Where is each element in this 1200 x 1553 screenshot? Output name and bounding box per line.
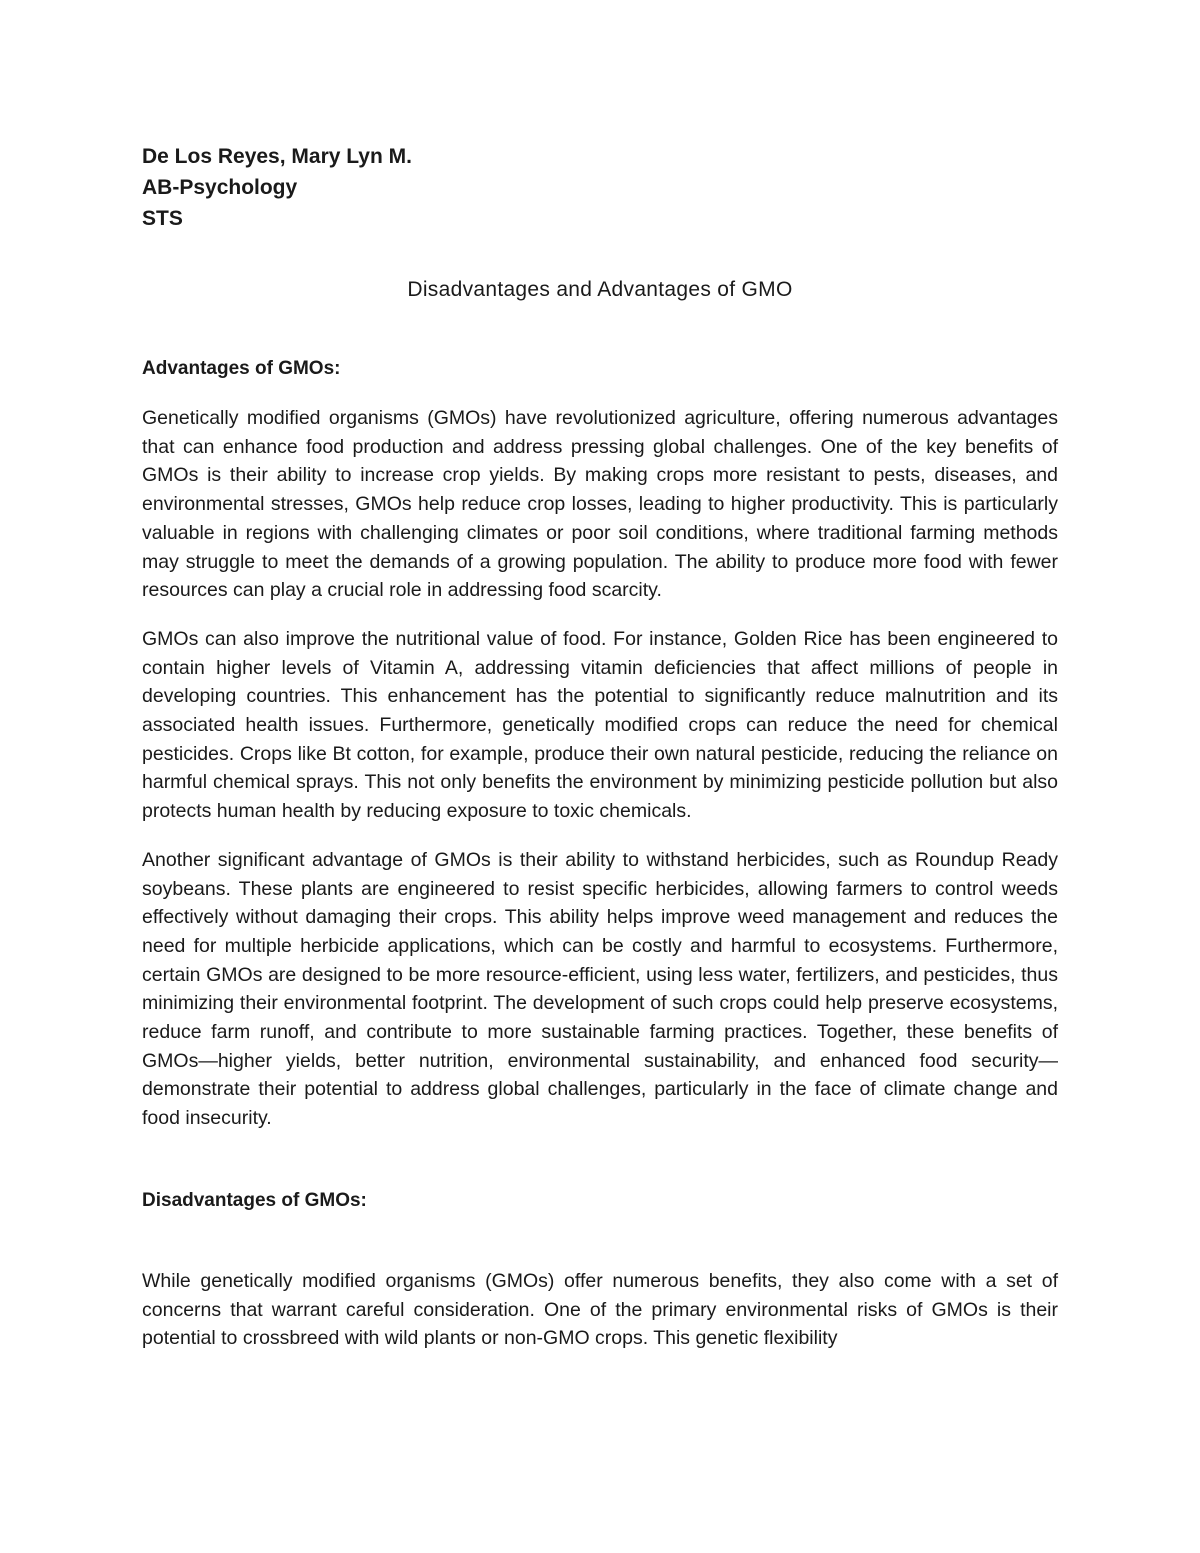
advantages-paragraph-2: GMOs can also improve the nutritional value of food. For instance, Golden Rice has been engineered to contain higher levels of Vitamin A, addressing vitamin deficiencies that affect millions of people in developing countries. This enhancement has the potential to significantly reduce malnutrition and its associated health issues. Furthermore, genetically modified crops can reduce the need for chemical pesticides. Crops like Bt cotton, for example, produce their own natural pesticide, reducing the reliance on harmful chemical sprays. This not only benefits the environment by minimizing pesticide pollution but also protects human health by reducing exposure to toxic chemicals.: [142, 627, 1058, 823]
author-name: De Los Reyes, Mary Lyn M.: [142, 145, 412, 168]
disadvantages-paragraph-1: While genetically modified organisms (GMOs) offer numerous benefits, they also come with a set of concerns that warrant careful consideration. One of the primary environmental risks of GMOs is their potential to crossbreed with wild plants or non-GMO crops. This genetic flexibility: [142, 1269, 1058, 1350]
document-title: Disadvantages and Advantages of GMO: [407, 278, 793, 301]
advantages-paragraph-1: Genetically modified organisms (GMOs) have revolutionized agriculture, offering numerous advantages that can enhance food production and address pressing global challenges. One of the key benefits of GMOs is their ability to increase crop yields. By making crops more resistant to pests, diseases, and environmental stresses, GMOs help reduce crop losses, leading to higher productivity. This is particularly valuable in regions with challenging climates or poor soil conditions, where traditional farming methods may struggle to meet the demands of a growing population. The ability to produce more food with fewer resources can play a crucial role in addressing food scarcity.: [142, 407, 1058, 602]
author-subject: STS: [142, 207, 183, 230]
document-body: [142, 141, 1058, 1353]
advantages-heading: Advantages of GMOs:: [142, 358, 341, 379]
disadvantages-heading: Disadvantages of GMOs:: [142, 1189, 367, 1211]
advantages-paragraph-3: Another significant advantage of GMOs is their ability to withstand herbicides, such as Roundup Ready soybeans. These plants are engineered to resist specific herbicides, allowing farmers to control weeds effectively without damaging their crops. This ability helps improve weed management and reduces the need for multiple herbicide applications, which can be costly and harmful to ecosystems. Furthermore, certain GMOs are designed to be more resource-efficient, using less water, fertilizers, and pesticides, thus minimizing their environmental footprint. The development of such crops could help preserve ecosystems, reduce farm runoff, and contribute to more sustainable farming practices. Together, these benefits of GMOs—higher yields, better nutrition, environmental sustainability, and enhanced food security—demonstrate their potential to address global challenges, particularly in the face of climate change and food insecurity.: [142, 848, 1058, 1130]
author-course: AB-Psychology: [142, 176, 298, 199]
